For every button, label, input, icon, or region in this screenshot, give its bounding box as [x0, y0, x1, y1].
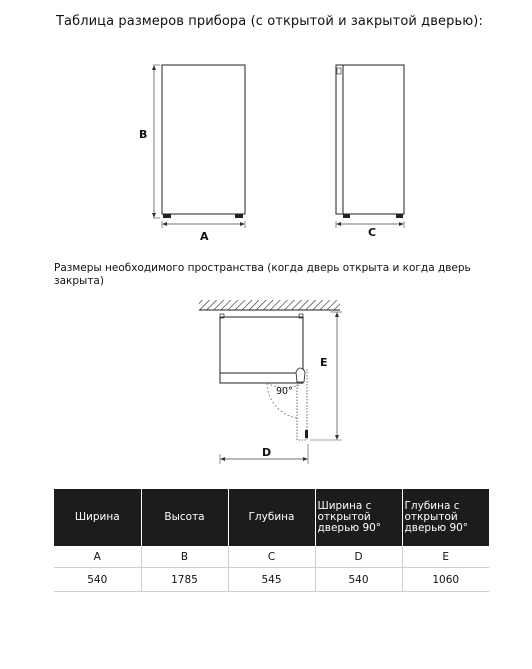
front-view: [139, 65, 245, 243]
table-header-row: [54, 489, 489, 546]
cell-value-depth: 545: [228, 568, 315, 592]
header-width-open: Ширина с открытой дверью 90°: [315, 489, 402, 546]
cell-letter-c: C: [228, 546, 315, 568]
page-title: Таблица размеров прибора (с открытой и закрытой дверью):: [56, 14, 483, 29]
cell-value-width: 540: [54, 568, 141, 592]
cell-value-depth-open: 1060: [402, 568, 489, 592]
top-view: [199, 300, 342, 464]
label-b: B: [139, 128, 148, 141]
cell-letter-a: A: [54, 546, 141, 568]
cell-letter-e: E: [402, 546, 489, 568]
cell-value-height: 1785: [141, 568, 228, 592]
dimensions-table: [54, 489, 489, 592]
angle-label: 90°: [276, 386, 293, 397]
header-depth-open: Глубина с открытой дверью 90°: [402, 489, 489, 546]
header-height: Высота: [141, 489, 228, 546]
table-row: [54, 568, 489, 592]
label-d: D: [262, 446, 272, 459]
section-subtitle: Размеры необходимого пространства (когда дверь открыта и когда дверь закрыта): [54, 262, 471, 287]
label-a: A: [200, 230, 209, 243]
cell-value-width-open: 540: [315, 568, 402, 592]
side-view: [336, 65, 404, 239]
header-depth: Глубина: [228, 489, 315, 546]
cell-letter-d: D: [315, 546, 402, 568]
label-c: C: [368, 226, 377, 239]
table-row: [54, 546, 489, 568]
label-e: E: [320, 356, 328, 369]
header-width: Ширина: [54, 489, 141, 546]
cell-letter-b: B: [141, 546, 228, 568]
